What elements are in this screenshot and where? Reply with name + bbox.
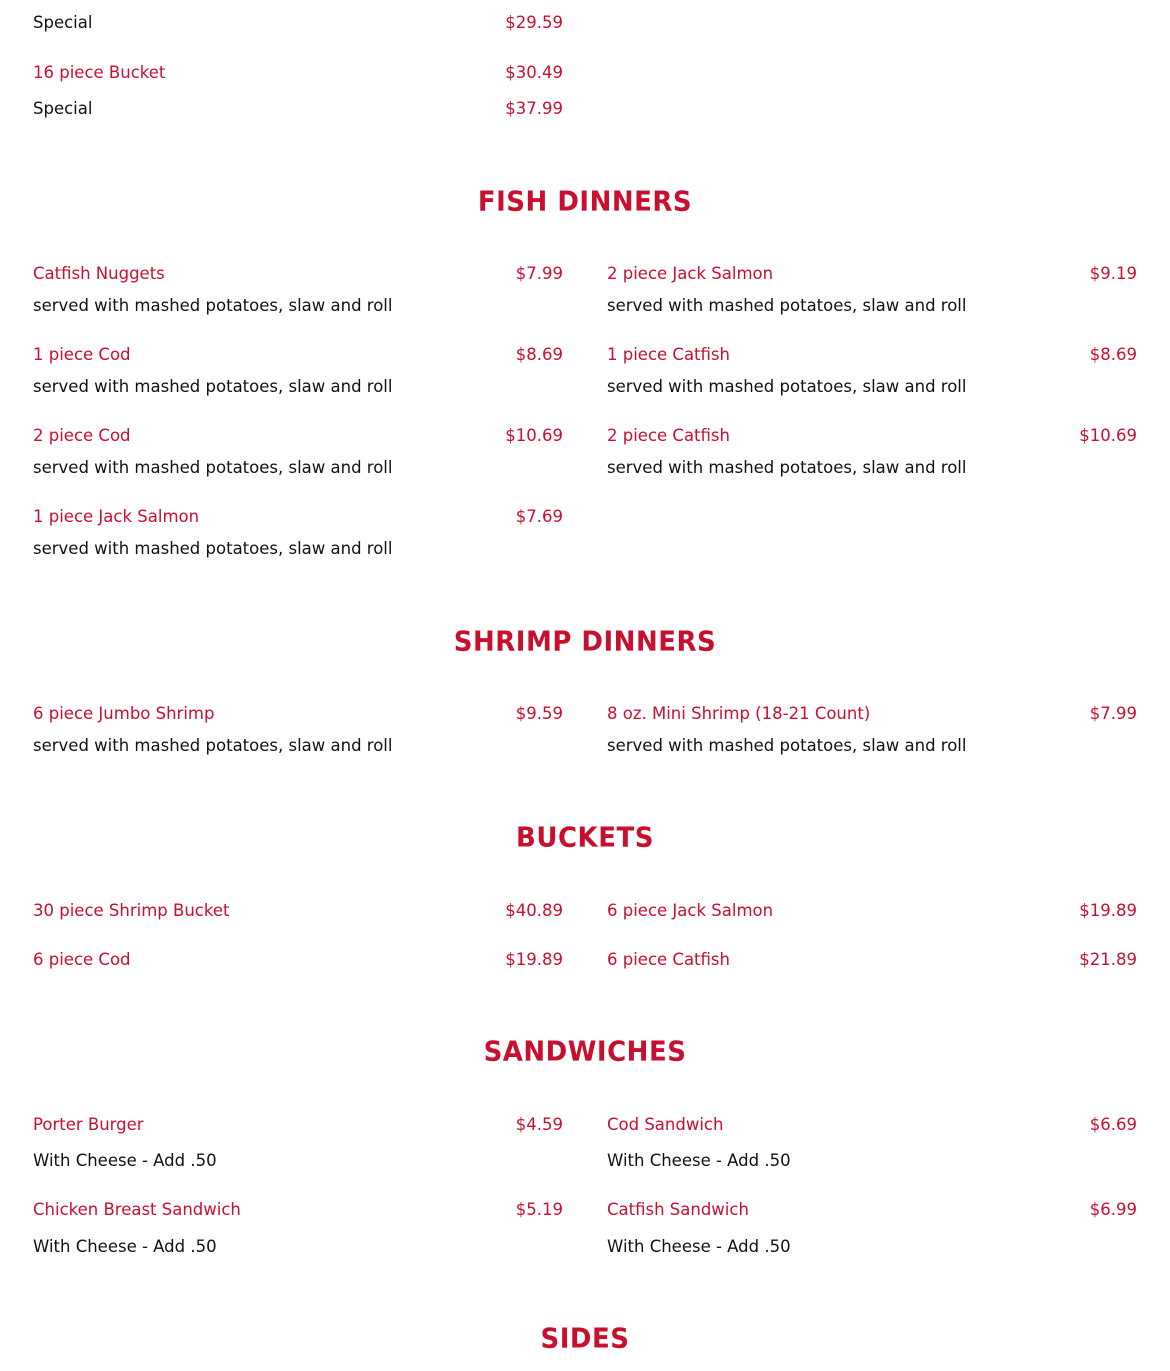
item-name: Catfish Nuggets [33,264,165,283]
item-name: 2 piece Catfish [607,426,730,445]
item-price: $19.89 [1079,901,1137,920]
item-price: $21.89 [1079,950,1137,969]
item-name: 6 piece Cod [33,950,131,969]
item-price: $6.69 [1089,1115,1137,1134]
item-description: served with mashed potatoes, slaw and roll [33,377,393,396]
item-description: served with mashed potatoes, slaw and roll [607,377,967,396]
item-name: 8 oz. Mini Shrimp (18-21 Count) [607,704,871,723]
item-name: 2 piece Jack Salmon [607,264,774,283]
item-description: served with mashed potatoes, slaw and roll [33,736,393,755]
item-description: served with mashed potatoes, slaw and roll [33,539,393,558]
item-price: $5.19 [515,1200,563,1219]
section-heading-fish-dinners: FISH DINNERS [477,186,693,218]
section-heading-sides: SIDES [540,1323,630,1355]
item-description: Special [33,13,93,32]
item-price: $29.59 [505,13,563,32]
section-heading-sandwiches: SANDWICHES [483,1036,687,1068]
item-description: Special [33,99,93,118]
item-price: $8.69 [515,345,563,364]
item-price: $6.99 [1089,1200,1137,1219]
item-price: $7.69 [515,507,563,526]
item-price: $4.59 [515,1115,563,1134]
item-name: 1 piece Jack Salmon [33,507,200,526]
item-price: $30.49 [505,63,563,82]
item-price: $7.99 [515,264,563,283]
item-name: 16 piece Bucket [33,63,166,82]
item-price: $7.99 [1089,704,1137,723]
item-name: Porter Burger [33,1115,144,1134]
item-name: 1 piece Cod [33,345,131,364]
section-heading-buckets: BUCKETS [516,822,654,854]
item-price: $37.99 [505,99,563,118]
item-description: served with mashed potatoes, slaw and roll [33,296,393,315]
item-description: With Cheese - Add .50 [607,1151,791,1170]
item-price: $10.69 [505,426,563,445]
item-name: 30 piece Shrimp Bucket [33,901,230,920]
item-name: 2 piece Cod [33,426,131,445]
item-description: With Cheese - Add .50 [607,1237,791,1256]
item-price: $9.19 [1089,264,1137,283]
item-name: 6 piece Jumbo Shrimp [33,704,215,723]
item-name: Cod Sandwich [607,1115,724,1134]
item-name: Catfish Sandwich [607,1200,749,1219]
item-description: served with mashed potatoes, slaw and roll [607,458,967,477]
item-name: 1 piece Catfish [607,345,730,364]
section-heading-shrimp-dinners: SHRIMP DINNERS [453,626,717,658]
item-description: served with mashed potatoes, slaw and roll [607,736,967,755]
item-description: served with mashed potatoes, slaw and roll [33,458,393,477]
item-price: $10.69 [1079,426,1137,445]
item-price: $9.59 [515,704,563,723]
item-name: 6 piece Jack Salmon [607,901,774,920]
item-price: $8.69 [1089,345,1137,364]
item-description: served with mashed potatoes, slaw and roll [607,296,967,315]
item-price: $19.89 [505,950,563,969]
item-name: 6 piece Catfish [607,950,730,969]
item-name: Chicken Breast Sandwich [33,1200,241,1219]
item-description: With Cheese - Add .50 [33,1237,217,1256]
item-description: With Cheese - Add .50 [33,1151,217,1170]
item-price: $40.89 [505,901,563,920]
